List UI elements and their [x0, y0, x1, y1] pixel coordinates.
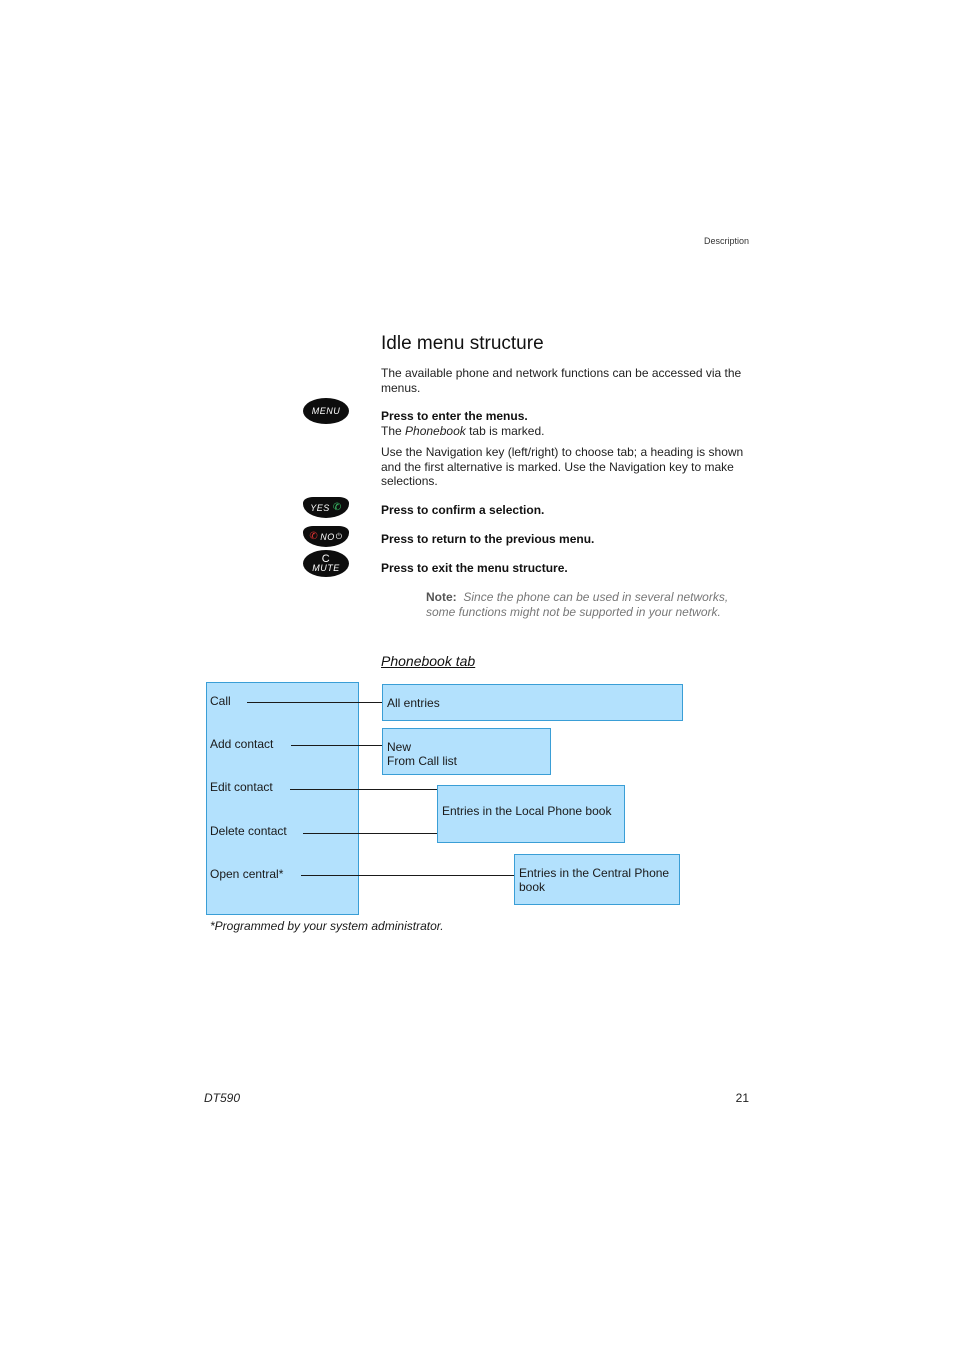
local-phonebook-label: Entries in the Local Phone book	[442, 804, 612, 818]
connector-open-central	[301, 875, 514, 876]
phonebook-tab-heading: Phonebook tab	[381, 653, 476, 669]
note-text: Since the phone can be used in several networks, some functions might not be supported in your network.	[426, 590, 729, 619]
central-phonebook-label: Entries in the Central Phone book	[519, 866, 670, 894]
phonebook-word: Phonebook	[405, 424, 466, 438]
new-entry-box	[382, 728, 551, 775]
hangup-handset-icon: ✆	[309, 531, 319, 542]
connector-edit-contact	[290, 789, 437, 790]
no-instruction: Press to return to the previous menu.	[381, 532, 595, 546]
menu-item-edit-contact: Edit contact	[210, 780, 273, 794]
power-icon: ⏻	[335, 531, 343, 541]
local-phonebook-box	[437, 785, 625, 843]
mute-key-label: MUTE	[312, 562, 340, 573]
footnote: *Programmed by your system administrator.	[210, 919, 444, 933]
phone-handset-icon: ✆	[332, 502, 342, 513]
note-label: Note:	[426, 590, 457, 604]
menu-key-label: MENU	[311, 406, 341, 416]
menu-sub-instruction	[381, 424, 544, 439]
note	[426, 590, 756, 619]
yes-instruction: Press to confirm a selection.	[381, 503, 545, 517]
connector-delete-contact	[303, 833, 437, 834]
menu-item-call: Call	[210, 694, 231, 708]
intro-text: The available phone and network functions can be accessed via the menus.	[381, 366, 742, 395]
yes-key-label: YES	[310, 502, 330, 513]
new-label: New	[387, 740, 412, 754]
menu-sub-pre: The	[381, 424, 406, 438]
central-phonebook-box	[514, 854, 680, 905]
exit-instruction: Press to exit the menu structure.	[381, 561, 568, 575]
c-key-letter: C	[321, 552, 331, 565]
menu-item-delete-contact: Delete contact	[210, 824, 287, 838]
all-entries-label: All entries	[387, 696, 440, 710]
all-entries-box	[382, 684, 683, 721]
page-number: 21	[735, 1091, 749, 1105]
connector-call	[247, 702, 382, 703]
navigation-instruction: Use the Navigation key (left/right) to choose tab; a heading is shown and the first alternative is marked. Use the Navigation key to make selections.	[381, 445, 744, 488]
page-title: Idle menu structure	[381, 333, 544, 354]
menu-instruction: Press to enter the menus.	[381, 409, 528, 423]
no-key-label: NO	[320, 531, 335, 542]
connector-add-contact	[291, 745, 382, 746]
menu-item-open-central: Open central*	[210, 867, 284, 881]
yes-key-icon	[303, 497, 349, 518]
c-mute-key-icon	[303, 550, 349, 577]
menu-sub-post: tab is marked.	[465, 424, 545, 438]
no-key-icon	[303, 526, 349, 547]
menu-item-add-contact: Add contact	[210, 737, 274, 751]
from-call-list-label: From Call list	[387, 754, 458, 768]
section-label: Description	[703, 236, 749, 246]
menu-key-icon	[303, 398, 349, 424]
footer-model: DT590	[204, 1091, 241, 1105]
